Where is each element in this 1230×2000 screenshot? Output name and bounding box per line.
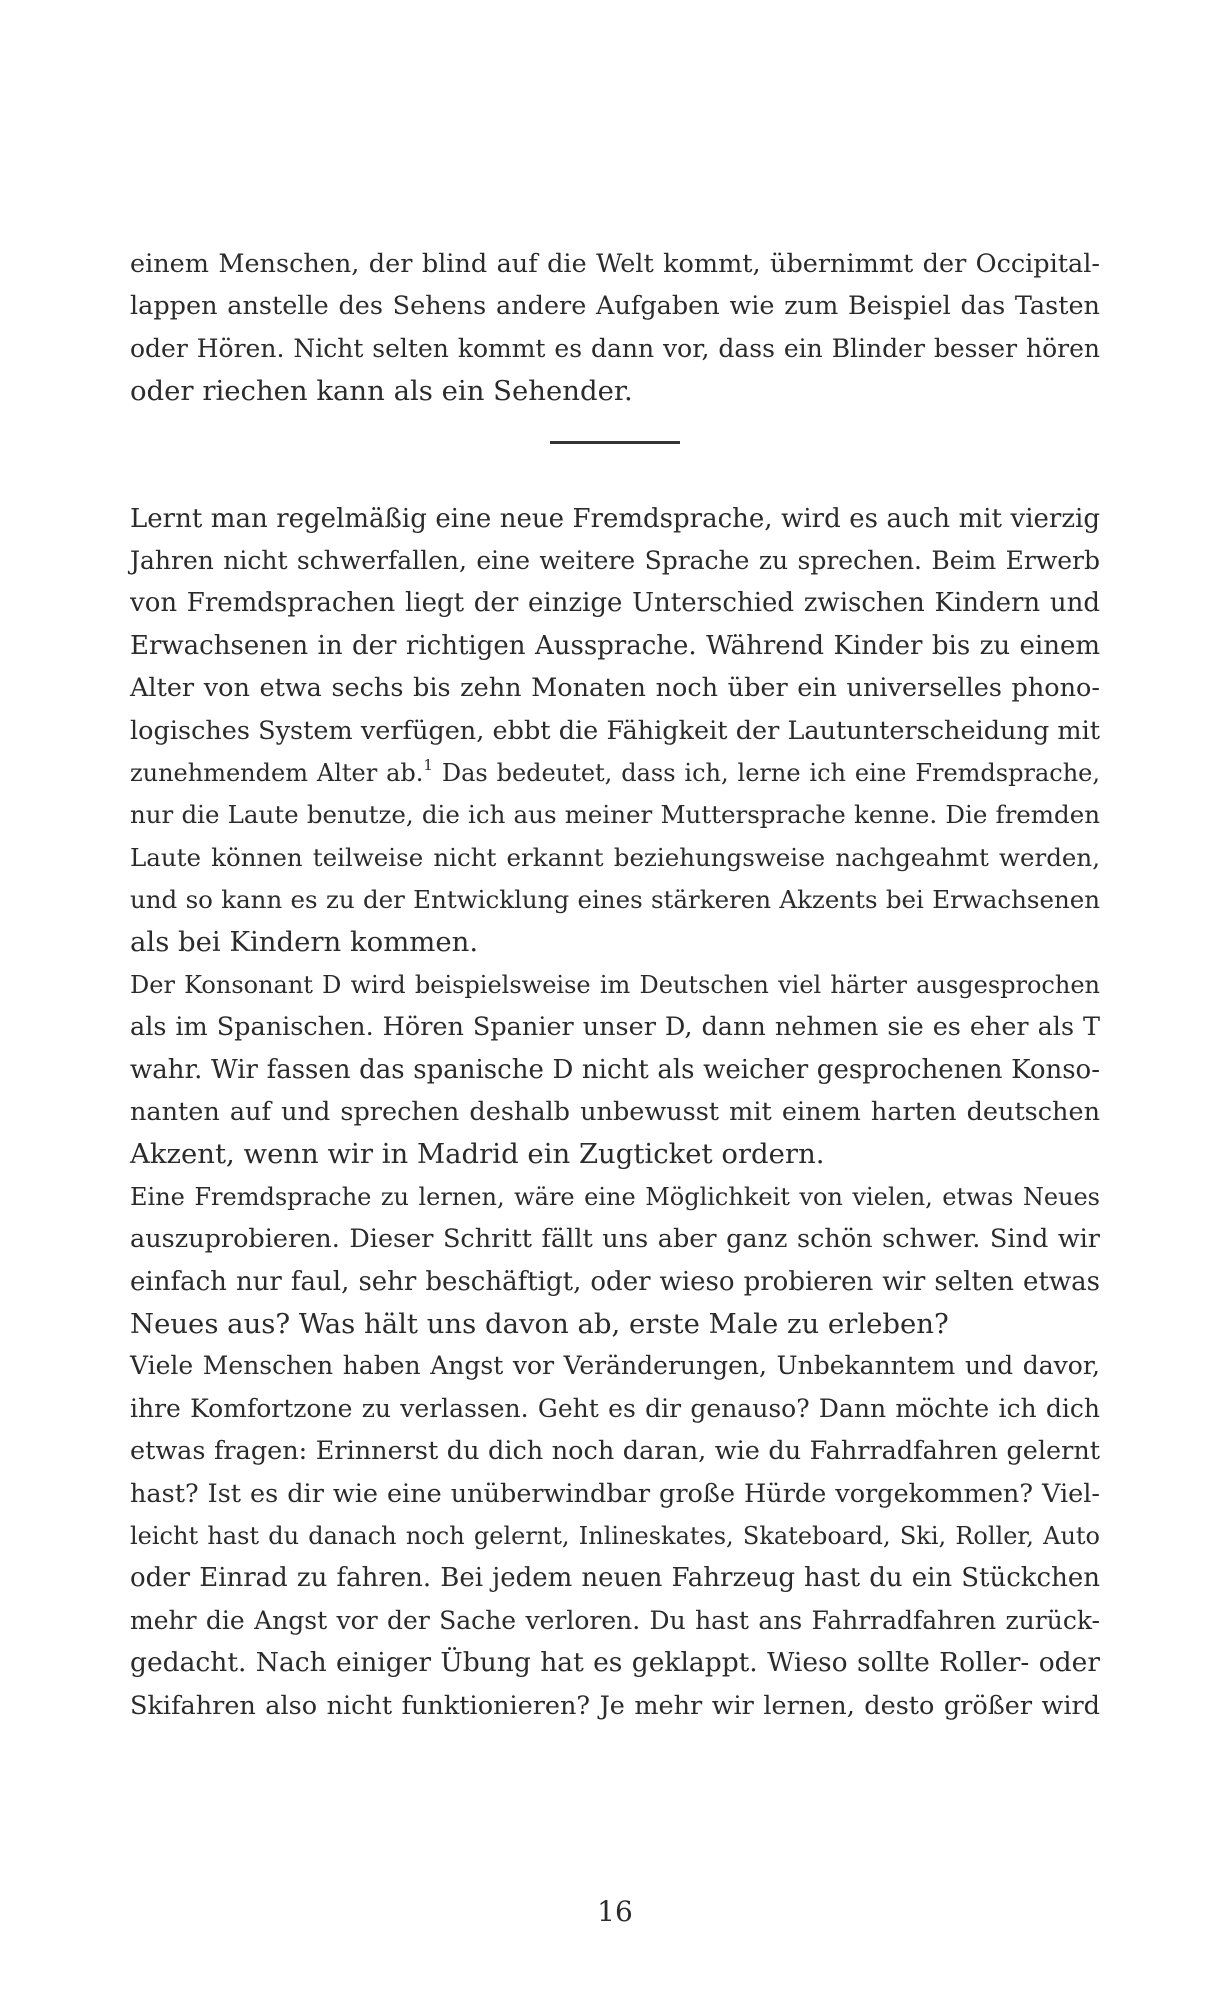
text-line: ihre Komfortzone zu verlassen. Geht es dir genauso? Dann möchte ich dich bbox=[130, 1393, 1100, 1423]
text-line: logisches System verfügen, ebbt die Fähigkeit der Lautunterscheidung mit bbox=[130, 715, 1100, 746]
text-line: Viele Menschen haben Angst vor Veränderungen, Unbekanntem und davor, bbox=[130, 1351, 1100, 1381]
text-line: oder Einrad zu fahren. Bei jedem neuen Fahrzeug hast du ein Stückchen bbox=[130, 1563, 1100, 1594]
text-line: leicht hast du danach noch gelernt, Inlineskates, Skateboard, Ski, Roller, Auto bbox=[130, 1521, 1100, 1550]
text-line: Jahren nicht schwerfallen, eine weitere Sprache zu sprechen. Beim Erwerb bbox=[130, 545, 1100, 575]
text-line: Alter von etwa sechs bis zehn Monaten noch über ein universelles phono- bbox=[130, 673, 1100, 704]
text-line: nur die Laute benutze, die ich aus meiner Muttersprache kenne. Die fremden bbox=[130, 800, 1100, 830]
text-line: Laute können teilweise nicht erkannt beziehungsweise nachgeahmt werden, bbox=[130, 842, 1100, 872]
footnote-marker[interactable]: 1 bbox=[423, 755, 433, 774]
text-line: lappen anstelle des Sehens andere Aufgaben wie zum Beispiel das Tasten bbox=[130, 291, 1100, 322]
page-number: 16 bbox=[597, 1895, 633, 1928]
text-line-with-footnote bbox=[130, 752, 1100, 794]
text-line: als im Spanischen. Hören Spanier unser D, dann nehmen sie es eher als T bbox=[130, 1012, 1100, 1043]
text-segment: zunehmendem Alter ab. bbox=[130, 758, 424, 787]
text-line: gedacht. Nach einiger Übung hat es geklappt. Wieso sollte Roller- oder bbox=[130, 1647, 1100, 1679]
page-body bbox=[130, 243, 1100, 1727]
text-line: Lernt man regelmäßig eine neue Fremdsprache, wird es auch mit vierzig bbox=[130, 503, 1100, 534]
paragraph-blind-hearing bbox=[130, 243, 1100, 413]
text-line: von Fremdsprachen liegt der einzige Unterschied zwischen Kindern und bbox=[130, 588, 1100, 619]
text-segment: Das bedeutet, dass ich, lerne ich eine Fremdsprache, bbox=[432, 758, 1100, 787]
text-line: einem Menschen, der blind auf die Welt kommt, übernimmt der Occipital- bbox=[130, 249, 1100, 279]
text-line: hast? Ist es dir wie eine unüberwindbar große Hürde vorgekommen? Viel- bbox=[130, 1478, 1100, 1509]
text-line: Eine Fremdsprache zu lernen, wäre eine Möglichkeit von vielen, etwas Neues bbox=[130, 1182, 1100, 1211]
text-line: auszuprobieren. Dieser Schritt fällt uns aber ganz schön schwer. Sind wir bbox=[130, 1224, 1100, 1255]
text-line: Skifahren also nicht funktionieren? Je mehr wir lernen, desto größer wird bbox=[130, 1690, 1100, 1721]
paragraph-foreign-languages bbox=[130, 498, 1100, 1727]
text-line: oder riechen kann als ein Sehender. bbox=[130, 375, 633, 408]
text-line: mehr die Angst vor der Sache verloren. Du hast ans Fahrradfahren zurück- bbox=[130, 1605, 1100, 1635]
text-line: einfach nur faul, sehr beschäftigt, oder wieso probieren wir selten etwas bbox=[130, 1266, 1100, 1297]
text-line: wahr. Wir fassen das spanische D nicht als weicher gesprochenen Konso- bbox=[130, 1054, 1100, 1085]
text-line: Erwachsenen in der richtigen Aussprache. Während Kinder bis zu einem bbox=[130, 630, 1100, 661]
section-divider bbox=[550, 441, 680, 444]
text-line: und so kann es zu der Entwicklung eines stärkeren Akzents bei Erwachsenen bbox=[130, 885, 1100, 915]
text-line: etwas fragen: Erinnerst du dich noch daran, wie du Fahrradfahren gelernt bbox=[130, 1436, 1100, 1467]
text-line: Der Konsonant D wird beispielsweise im Deutschen viel härter ausgesprochen bbox=[130, 970, 1100, 999]
text-line: nanten auf und sprechen deshalb unbewusst mit einem harten deutschen bbox=[130, 1097, 1100, 1128]
text-line: oder Hören. Nicht selten kommt es dann vor, dass ein Blinder besser hören bbox=[130, 333, 1100, 363]
text-line: Akzent, wenn wir in Madrid ein Zugticket ordern. bbox=[130, 1138, 825, 1171]
text-line: als bei Kindern kommen. bbox=[130, 926, 479, 959]
text-line: Neues aus? Was hält uns davon ab, erste Male zu erleben? bbox=[130, 1307, 949, 1340]
